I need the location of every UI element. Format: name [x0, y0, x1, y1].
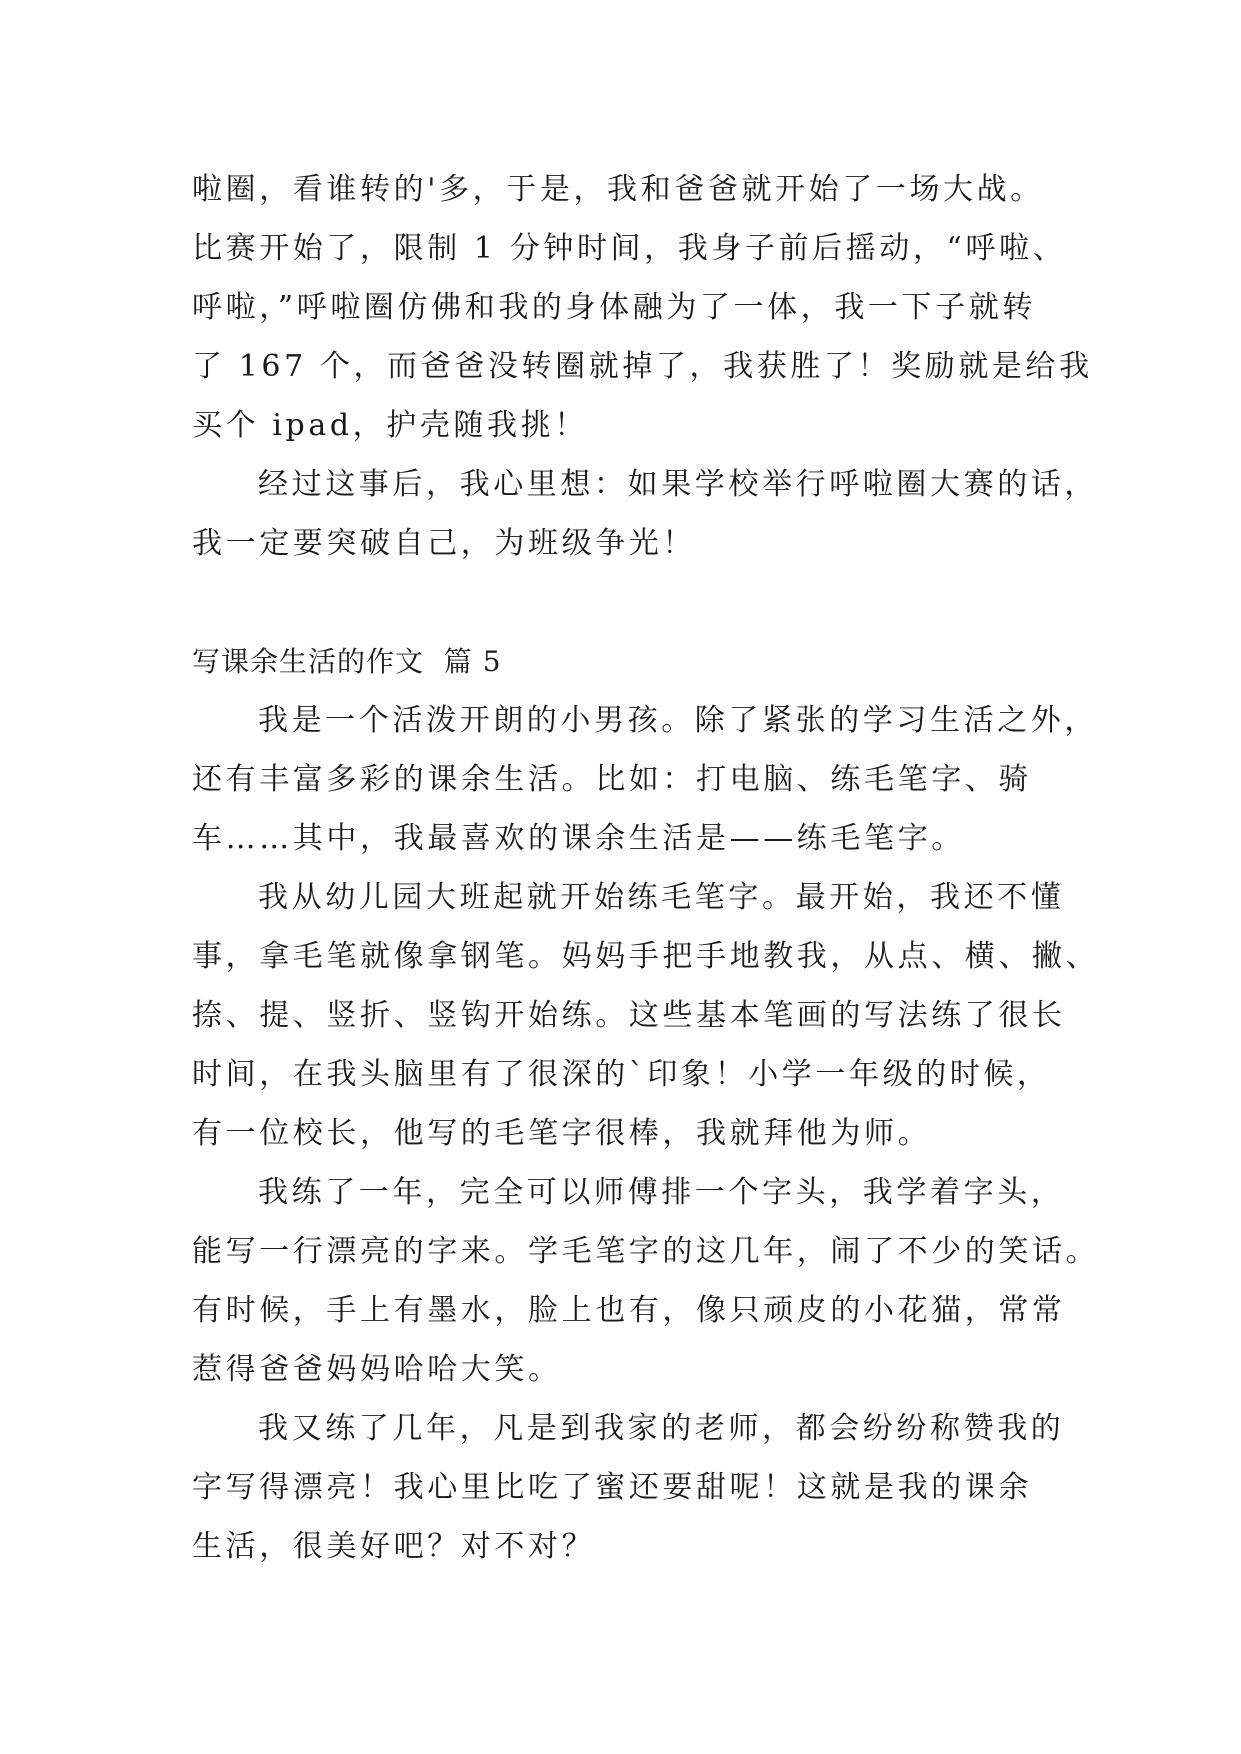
text-line: 啦圈，看谁转的'多，于是，我和爸爸就开始了一场大战。 [192, 172, 1044, 207]
text-line: 捺、提、竖折、竖钩开始练。这些基本笔画的写法练了很长 [192, 998, 1066, 1033]
paragraph-hula-hoop-contest [192, 160, 1093, 455]
text-line: 我练了一年，完全可以师傅排一个字头，我学着字头， [258, 1175, 1065, 1210]
text-line: 我从幼儿园大班起就开始练毛笔字。最开始，我还不懂 [258, 880, 1065, 915]
text-line: 事，拿毛笔就像拿钢笔。妈妈手把手地教我，从点、横、撇、 [192, 939, 1100, 974]
text-line: 买个 ipad，护壳随我挑！ [192, 408, 588, 443]
text-line: 呼啦，”呼啦圈仿佛和我的身体融为了一体，我一下子就转 [192, 290, 1036, 325]
text-line: 字写得漂亮！我心里比吃了蜜还要甜呢！这就是我的课余 [192, 1470, 1032, 1505]
text-line: 了 167 个，而爸爸没转圈就掉了，我获胜了！奖励就是给我 [192, 349, 1093, 384]
text-line: 我一定要突破自己，为班级争光！ [192, 526, 696, 561]
text-line: 生活，很美好吧？对不对？ [192, 1529, 596, 1564]
text-line: 比赛开始了，限制 1 分钟时间，我身子前后摇动，“呼啦、 [192, 231, 1067, 266]
document-body [192, 160, 1100, 1576]
paragraph-calligraphy-start [192, 868, 1100, 1163]
paragraph-intro [192, 691, 1098, 868]
text-line: 惹得爸爸妈妈哈哈大笑。 [192, 1352, 562, 1387]
text-line: 我是一个活泼开朗的小男孩。除了紧张的学习生活之外， [258, 703, 1098, 738]
text-line: 还有丰富多彩的课余生活。比如：打电脑、练毛笔字、骑 [192, 762, 1032, 797]
paragraph-practice-year [192, 1163, 1100, 1399]
text-line: 车……其中，我最喜欢的课余生活是——练毛笔字。 [192, 821, 965, 856]
text-line: 有时候，手上有墨水，脸上也有，像只顽皮的小花猫，常常 [192, 1293, 1066, 1328]
text-line: 经过这事后，我心里想：如果学校举行呼啦圈大赛的话， [258, 467, 1098, 502]
text-line: 能写一行漂亮的字来。学毛笔字的这几年，闹了不少的笑话。 [192, 1234, 1100, 1269]
paragraph-reflection [192, 455, 1098, 573]
text-line: 我又练了几年，凡是到我家的老师，都会纷纷称赞我的 [258, 1411, 1065, 1446]
section-heading: 写课余生活的作文 篇 5 [192, 645, 502, 678]
text-line: 有一位校长，他写的毛笔字很棒，我就拜他为师。 [192, 1116, 932, 1151]
text-line: 时间，在我头脑里有了很深的`印象！小学一年级的时候， [192, 1057, 1051, 1092]
paragraph-conclusion [192, 1399, 1065, 1576]
